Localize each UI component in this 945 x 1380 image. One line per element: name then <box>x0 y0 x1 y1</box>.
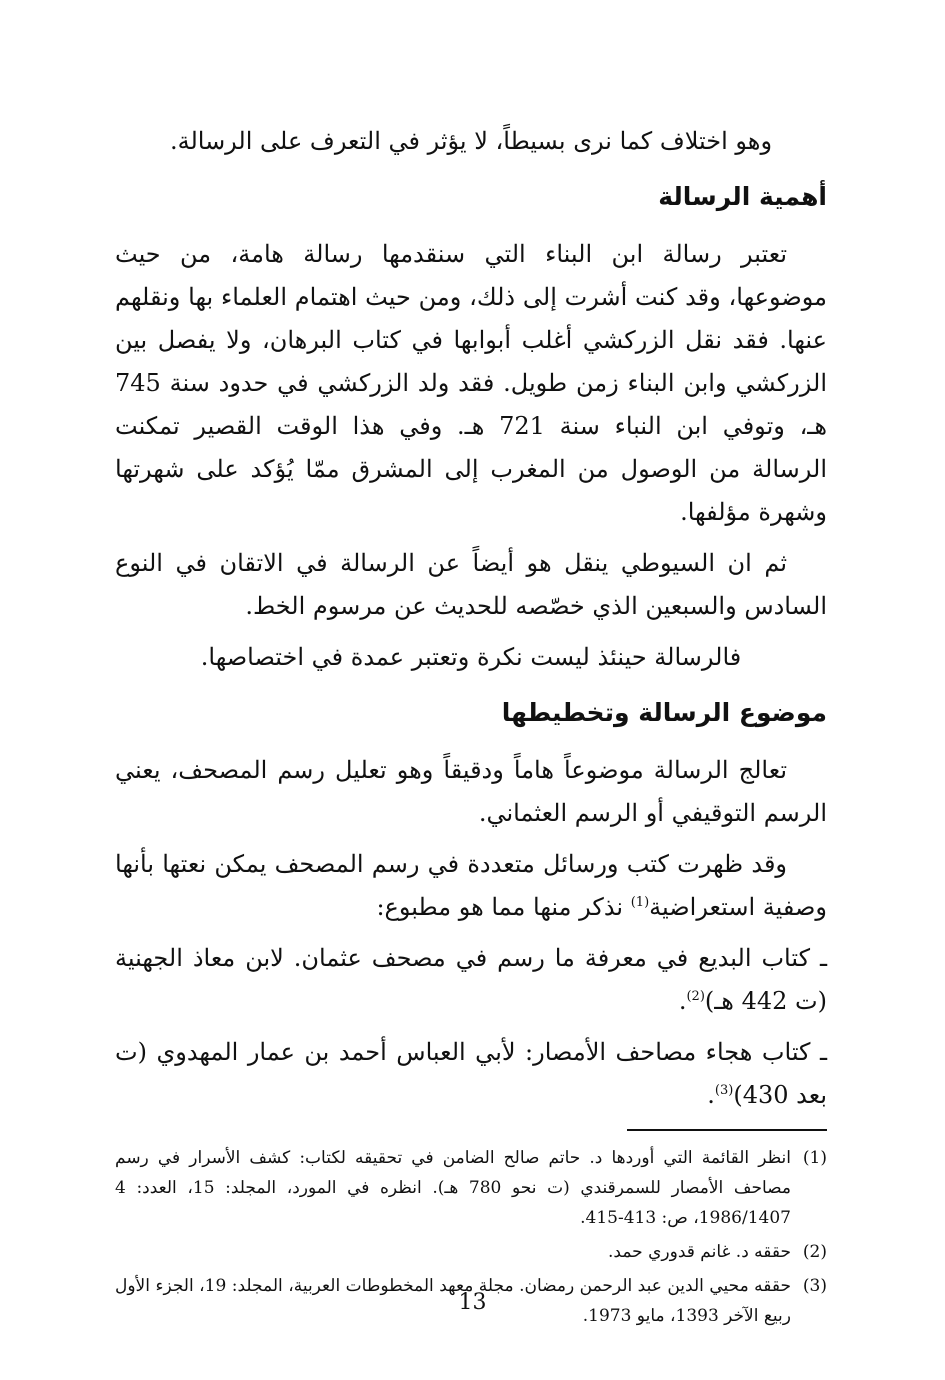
list-item-book-1 <box>115 937 827 1023</box>
list-item-book-1-text: ـ كتاب البديع في معرفة ما رسم في مصحف عثمان. لابن معاذ الجهنية (ت 442 هـ) <box>115 944 827 1015</box>
intro-paragraph: وهو اختلاف كما نرى بسيطاً، لا يؤثر في التعرف على الرسالة. <box>169 127 773 155</box>
footnote-ref-2[interactable]: (2) <box>686 989 705 1004</box>
footnote-ref-3[interactable]: (3) <box>714 1083 734 1098</box>
paragraph-subject-2-text-b: نذكر منها مما هو مطبوع: <box>376 893 631 921</box>
paragraph-subject-2-text-a: وقد ظهرت كتب ورسائل متعددة في رسم المصحف يمكن نعتها بأنها وصفية استعراضية <box>115 850 827 921</box>
list-item-book-2 <box>115 1031 827 1117</box>
footnote-2 <box>115 1237 827 1267</box>
page-number: 13 <box>458 1290 487 1315</box>
footnote-1 <box>115 1143 827 1233</box>
page-body <box>115 120 827 1335</box>
footnote-2-number: (2) <box>802 1242 827 1262</box>
paragraph-importance-2: ثم ان السيوطي ينقل هو أيضاً عن الرسالة في الاتقان في النوع السادس والسبعين الذي خصّصه للحديث عن مرسوم الخط. <box>115 549 827 620</box>
footnote-1-text: انظر القائمة التي أوردها د. حاتم صالح الضامن في تحقيقه لكتاب: كشف الأسرار في رسم مصاحف الأمصار للسمرقندي (ت نحو 780 هـ). انظره في المورد، المجلد: 15، العدد: 4 1986/1407، ص: 413-415. <box>115 1148 791 1228</box>
section-heading-importance: أهمية الرسالة <box>658 182 827 211</box>
section-heading-subject: موضوع الرسالة وتخطيطها <box>501 698 827 727</box>
footnote-ref-1[interactable]: (1) <box>630 895 650 910</box>
footnote-3-text: حققه محيي الدين عبد الرحمن رمضان. مجلة معهد المخطوطات العربية، المجلد: 19، الجزء الأول ربيع الآخر 1393، مايو 1973. <box>115 1276 791 1326</box>
paragraph-importance-3: فالرسالة حينئذ ليست نكرة وتعتبر عمدة في اختصاصها. <box>200 643 742 671</box>
footnote-2-text: حققه د. غانم قدوري حمد. <box>608 1242 791 1262</box>
footnote-divider <box>627 1129 827 1131</box>
paragraph-subject-1: تعالج الرسالة موضوعاً هاماً ودقيقاً وهو تعليل رسم المصحف، يعني الرسم التوقيفي أو الرسم العثماني. <box>115 756 827 827</box>
list-item-book-2-end: . <box>707 1081 715 1109</box>
list-item-book-1-end: . <box>678 987 687 1015</box>
footnote-3-number: (3) <box>802 1276 827 1296</box>
paragraph-importance-1: تعتبر رسالة ابن البناء التي سنقدمها رسالة هامة، من حيث موضوعها، وقد كنت أشرت إلى ذلك، ومن حيث اهتمام العلماء بها ونقلهم عنها. فقد نقل الزركشي أغلب أبوابها في كتاب البرهان، ولا يفصل بين الزركشي وابن البناء زمن طويل. فقد ولد الزركشي في حدود سنة 745 هـ، وتوفي ابن النباء سنة 721 هـ. وفي هذا الوقت القصير تمكنت الرسالة من الوصول من المغرب إلى المشرق ممّا يُؤكد على شهرتها وشهرة مؤلفها. <box>115 240 827 526</box>
paragraph-subject-2 <box>115 843 827 929</box>
footnote-1-number: (1) <box>802 1148 827 1168</box>
list-item-book-2-text: ـ كتاب هجاء مصاحف الأمصار: لأبي العباس أحمد بن عمار المهدوي (ت بعد 430) <box>115 1038 827 1109</box>
